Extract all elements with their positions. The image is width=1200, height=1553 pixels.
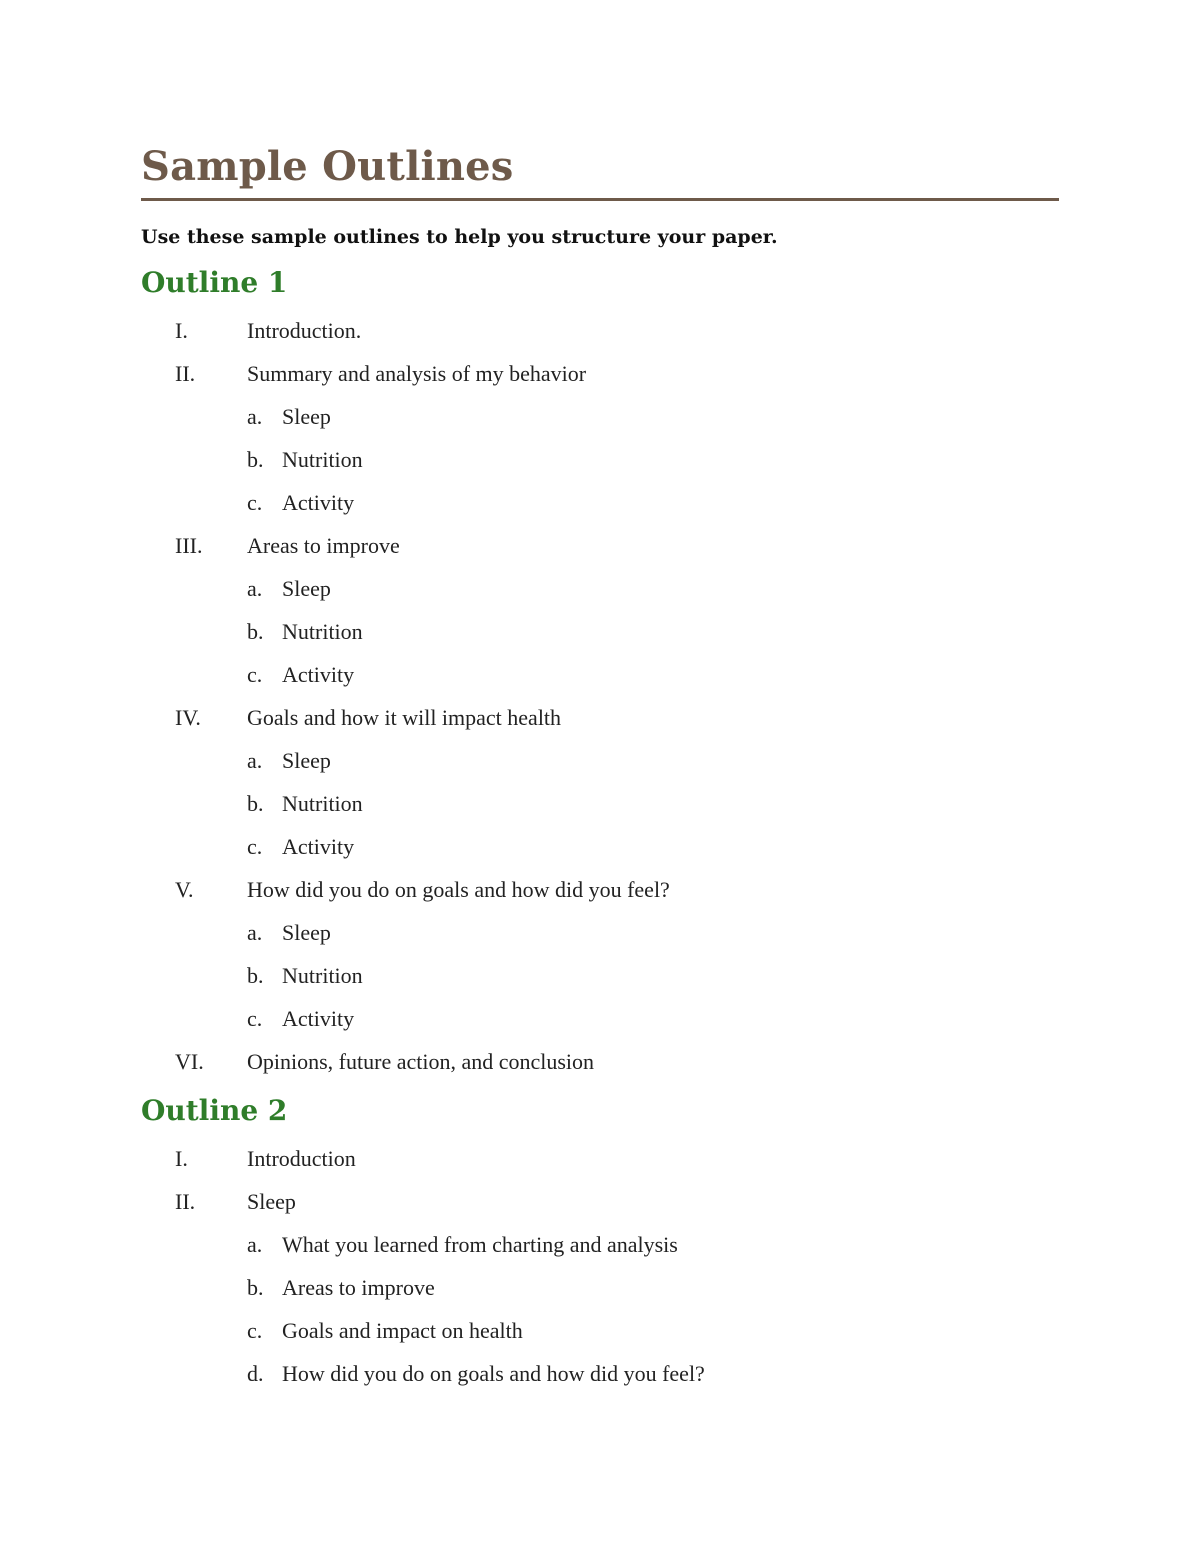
outline-item — [141, 1040, 1059, 1083]
outline-subitem-marker: b. — [247, 963, 264, 988]
outline-item-text: Introduction — [247, 1146, 356, 1171]
outline-subitem-marker: c. — [247, 1006, 263, 1031]
outline-subitem — [141, 825, 1059, 868]
outline-subitem-text: Sleep — [282, 576, 331, 601]
outline-subitem-marker: a. — [247, 404, 263, 429]
outline-item-marker: I. — [175, 1146, 188, 1171]
outline-subitem-text: Nutrition — [282, 791, 363, 816]
outline-item — [141, 352, 1059, 395]
outline-subitem-text: Sleep — [282, 404, 331, 429]
outline-subitem-marker: b. — [247, 791, 264, 816]
outline-subitem-text: Nutrition — [282, 619, 363, 644]
outline-2-heading: Outline 2 — [141, 1094, 288, 1127]
outline-subitem-text: Activity — [282, 1006, 355, 1031]
outline-subitem-text: Goals and impact on health — [282, 1318, 523, 1343]
outline-subitem — [141, 567, 1059, 610]
outline-item-text: Summary and analysis of my behavior — [247, 361, 587, 386]
outline-item — [141, 868, 1059, 911]
outline-subitem-text: Sleep — [282, 920, 331, 945]
document-page — [141, 138, 1059, 1395]
outline-subitem-marker: a. — [247, 920, 263, 945]
outline-2-list — [141, 1137, 1059, 1395]
outline-subitem-marker: a. — [247, 1232, 263, 1257]
outline-item-text: Sleep — [247, 1189, 296, 1214]
outline-item — [141, 1180, 1059, 1223]
outline-subitem-marker: a. — [247, 748, 263, 773]
outline-subitem — [141, 1223, 1059, 1266]
outline-subitem — [141, 395, 1059, 438]
outline-subitem-marker: c. — [247, 834, 263, 859]
outline-item-marker: I. — [175, 318, 188, 343]
outline-subitem — [141, 653, 1059, 696]
outline-item-text: Areas to improve — [247, 533, 400, 558]
outline-item — [141, 696, 1059, 739]
outline-subitem — [141, 1309, 1059, 1352]
outline-subitem — [141, 997, 1059, 1040]
outline-subitem-text: Activity — [282, 490, 355, 515]
page-title: Sample Outlines — [141, 143, 514, 190]
outline-subitem-marker: d. — [247, 1361, 264, 1386]
outline-subitem-marker: b. — [247, 619, 264, 644]
outline-item-text: How did you do on goals and how did you feel? — [247, 877, 670, 902]
outline-item — [141, 309, 1059, 352]
outline-subitem — [141, 911, 1059, 954]
outline-subitem-text: Activity — [282, 834, 355, 859]
outline-item-marker: IV. — [175, 705, 201, 730]
outline-item-text: Introduction. — [247, 318, 362, 343]
outline-subitem-marker: a. — [247, 576, 263, 601]
outline-subitem-text: Sleep — [282, 748, 331, 773]
outline-subitem-text: Nutrition — [282, 963, 363, 988]
outline-item — [141, 1137, 1059, 1180]
intro-text: Use these sample outlines to help you structure your paper. — [141, 226, 778, 248]
outline-subitem — [141, 1266, 1059, 1309]
outline-subitem — [141, 782, 1059, 825]
outline-subitem-marker: c. — [247, 662, 263, 687]
outline-item-marker: III. — [175, 533, 203, 558]
outline-item-marker: II. — [175, 1189, 196, 1214]
outline-subitem-text: Activity — [282, 662, 355, 687]
outline-1-heading: Outline 1 — [141, 266, 288, 299]
outline-subitem — [141, 610, 1059, 653]
outline-item-marker: II. — [175, 361, 196, 386]
outline-subitem-text: Nutrition — [282, 447, 363, 472]
outline-subitem — [141, 739, 1059, 782]
outline-item-text: Goals and how it will impact health — [247, 705, 562, 730]
outline-subitem-text: What you learned from charting and analysis — [282, 1232, 678, 1257]
outline-subitem — [141, 481, 1059, 524]
outline-subitem-marker: c. — [247, 1318, 263, 1343]
outline-subitem-marker: b. — [247, 447, 264, 472]
outline-subitem-text: How did you do on goals and how did you feel? — [282, 1361, 705, 1386]
outline-item-marker: VI. — [175, 1049, 204, 1074]
outline-subitem-marker: c. — [247, 490, 263, 515]
outline-1-list — [141, 309, 1059, 1083]
outline-item — [141, 524, 1059, 567]
outline-subitem-marker: b. — [247, 1275, 264, 1300]
outline-item-marker: V. — [175, 877, 194, 902]
title-divider — [141, 198, 1059, 201]
outline-subitem — [141, 1352, 1059, 1395]
outline-subitem — [141, 954, 1059, 997]
outline-subitem — [141, 438, 1059, 481]
outline-item-text: Opinions, future action, and conclusion — [247, 1049, 595, 1074]
outline-subitem-text: Areas to improve — [282, 1275, 435, 1300]
